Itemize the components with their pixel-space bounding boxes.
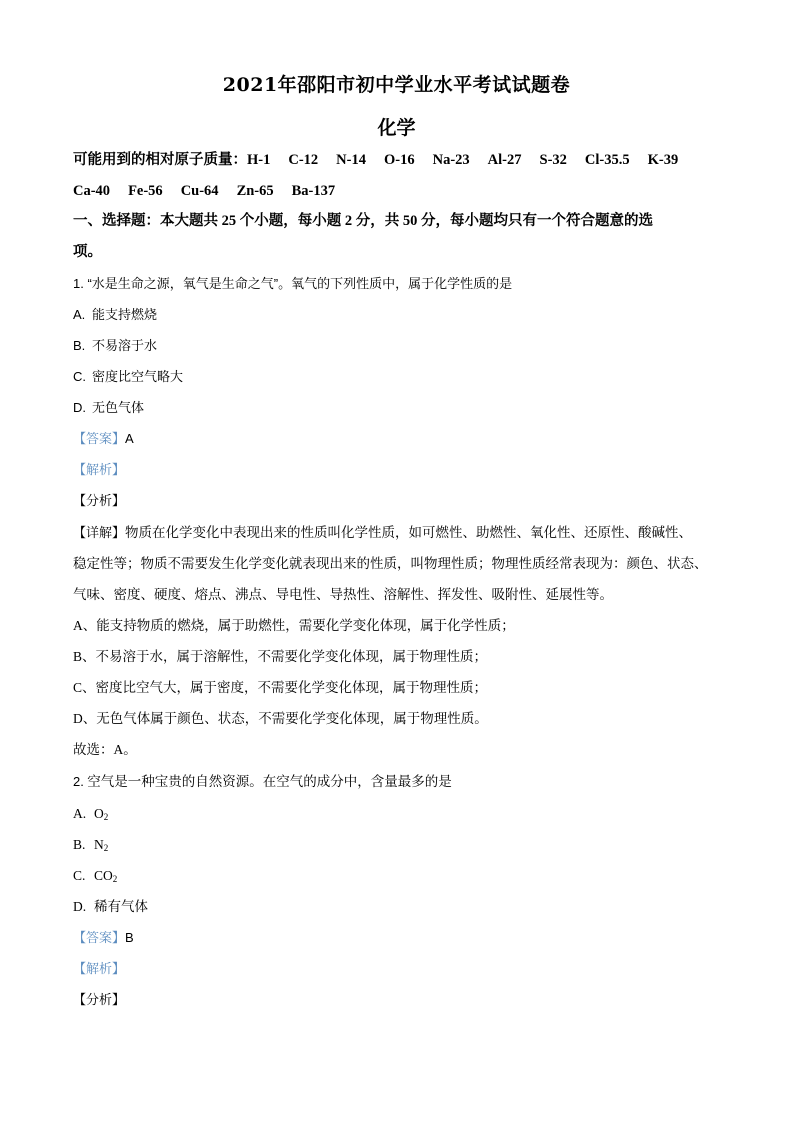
option-label: A. bbox=[73, 806, 87, 821]
question-2-answer bbox=[73, 929, 134, 947]
option-subscript: 2 bbox=[103, 843, 109, 853]
question-2-analysis-label: 【解析】 bbox=[73, 961, 126, 976]
question-number: 2. bbox=[73, 774, 84, 789]
question-1-explanation-b: B、不易溶于水，属于溶解性，不需要化学变化体现，属于物理性质； bbox=[73, 649, 488, 664]
answer-value: B bbox=[125, 930, 134, 945]
answer-value: A bbox=[125, 431, 134, 446]
question-1-option-c bbox=[73, 368, 183, 386]
atomic-mass-item: K-39 bbox=[647, 152, 679, 168]
option-text: 稀有气体 bbox=[94, 899, 148, 914]
atomic-mass-item: H-1 bbox=[247, 152, 271, 168]
question-1-option-b bbox=[73, 337, 157, 355]
subject-title: 化学 bbox=[377, 117, 416, 139]
option-label: D. bbox=[73, 400, 86, 415]
option-label: D. bbox=[73, 899, 87, 914]
detail-text: 物质在化学变化中表现出来的性质叫化学性质，如可燃性、助燃性、氧化性、还原性、酸碱性、 bbox=[125, 525, 693, 540]
question-1-fenxi-label: 【分析】 bbox=[73, 493, 126, 508]
question-1-explanation-a: A、能支持物质的燃烧，属于助燃性，需要化学变化体现，属于化学性质； bbox=[73, 618, 515, 633]
question-1-analysis-label: 【解析】 bbox=[73, 462, 126, 477]
atomic-mass-line-1 bbox=[73, 151, 696, 169]
atomic-mass-item: Zn-65 bbox=[236, 183, 274, 199]
question-1-conclusion: 故选：A。 bbox=[73, 742, 137, 757]
question-2-option-b bbox=[73, 836, 108, 857]
option-label: C. bbox=[73, 369, 86, 384]
question-1-option-a bbox=[73, 306, 157, 324]
question-1-detail-line-1 bbox=[73, 524, 692, 542]
answer-label: 【答案】 bbox=[73, 930, 126, 945]
option-text: 无色气体 bbox=[92, 400, 145, 415]
question-1-stem bbox=[73, 275, 512, 293]
atomic-mass-item: Fe-56 bbox=[128, 183, 163, 199]
atomic-mass-line-2 bbox=[73, 182, 353, 200]
option-text: 不易溶于水 bbox=[92, 338, 158, 353]
question-text: “水是生命之源，氧气是生命之气”。氧气的下列性质中，属于化学性质的是 bbox=[87, 276, 513, 291]
question-1-explanation-c: C、密度比空气大，属于密度，不需要化学变化体现，属于物理性质； bbox=[73, 680, 488, 695]
atomic-mass-item: Ba-137 bbox=[291, 183, 336, 199]
atomic-mass-item: S-32 bbox=[539, 152, 567, 168]
question-number: 1. bbox=[73, 276, 84, 291]
question-1-answer bbox=[73, 430, 134, 448]
question-2-stem bbox=[73, 773, 452, 791]
option-formula: N bbox=[94, 837, 104, 852]
question-1-detail-line-2: 稳定性等；物质不需要发生化学变化就表现出来的性质，叫物理性质；物理性质经常表现为：颜色、状态、 bbox=[73, 556, 708, 571]
atomic-mass-item: O-16 bbox=[383, 152, 415, 168]
atomic-mass-item: N-14 bbox=[336, 152, 366, 168]
detail-label: 【详解】 bbox=[73, 525, 126, 540]
atomic-mass-item: Al-27 bbox=[487, 152, 522, 168]
atomic-mass-item: Cl-35.5 bbox=[584, 152, 630, 168]
option-label: B. bbox=[73, 338, 86, 353]
answer-label: 【答案】 bbox=[73, 431, 126, 446]
question-text: 空气是一种宝贵的自然资源。在空气的成分中，含量最多的是 bbox=[87, 774, 452, 789]
atomic-mass-item: C-12 bbox=[288, 152, 319, 168]
option-formula: O bbox=[94, 806, 104, 821]
question-2-fenxi-label: 【分析】 bbox=[73, 992, 126, 1007]
option-label: B. bbox=[73, 837, 86, 852]
question-1-option-d bbox=[73, 399, 144, 417]
option-label: A. bbox=[73, 307, 86, 322]
question-2-option-a bbox=[73, 805, 108, 826]
atomic-mass-item: Cu-64 bbox=[180, 183, 219, 199]
atomic-mass-item: Na-23 bbox=[432, 152, 470, 168]
option-text: 能支持燃烧 bbox=[92, 307, 158, 322]
section-heading-continued: 项。 bbox=[73, 244, 102, 260]
option-label: C. bbox=[73, 868, 86, 883]
question-1-detail-line-3: 气味、密度、硬度、熔点、沸点、导电性、导热性、溶解性、挥发性、吸附性、延展性等。 bbox=[73, 587, 613, 602]
exam-title: 2021年邵阳市初中学业水平考试试题卷 bbox=[222, 74, 571, 96]
question-2-option-c bbox=[73, 867, 117, 888]
section-heading: 一、选择题：本大题共 25 个小题，每小题 2 分，共 50 分，每小题均只有一个符合题意的选 bbox=[73, 213, 653, 229]
option-text: 密度比空气略大 bbox=[92, 369, 184, 384]
option-subscript: 2 bbox=[103, 812, 109, 822]
option-formula: CO bbox=[94, 868, 113, 883]
atomic-mass-item: Ca-40 bbox=[73, 183, 111, 199]
question-1-explanation-d: D、无色气体属于颜色、状态，不需要化学变化体现，属于物理性质。 bbox=[73, 711, 488, 726]
atomic-mass-label: 可能用到的相对原子质量： bbox=[73, 152, 247, 168]
question-2-option-d bbox=[73, 898, 148, 916]
option-subscript: 2 bbox=[112, 874, 118, 884]
